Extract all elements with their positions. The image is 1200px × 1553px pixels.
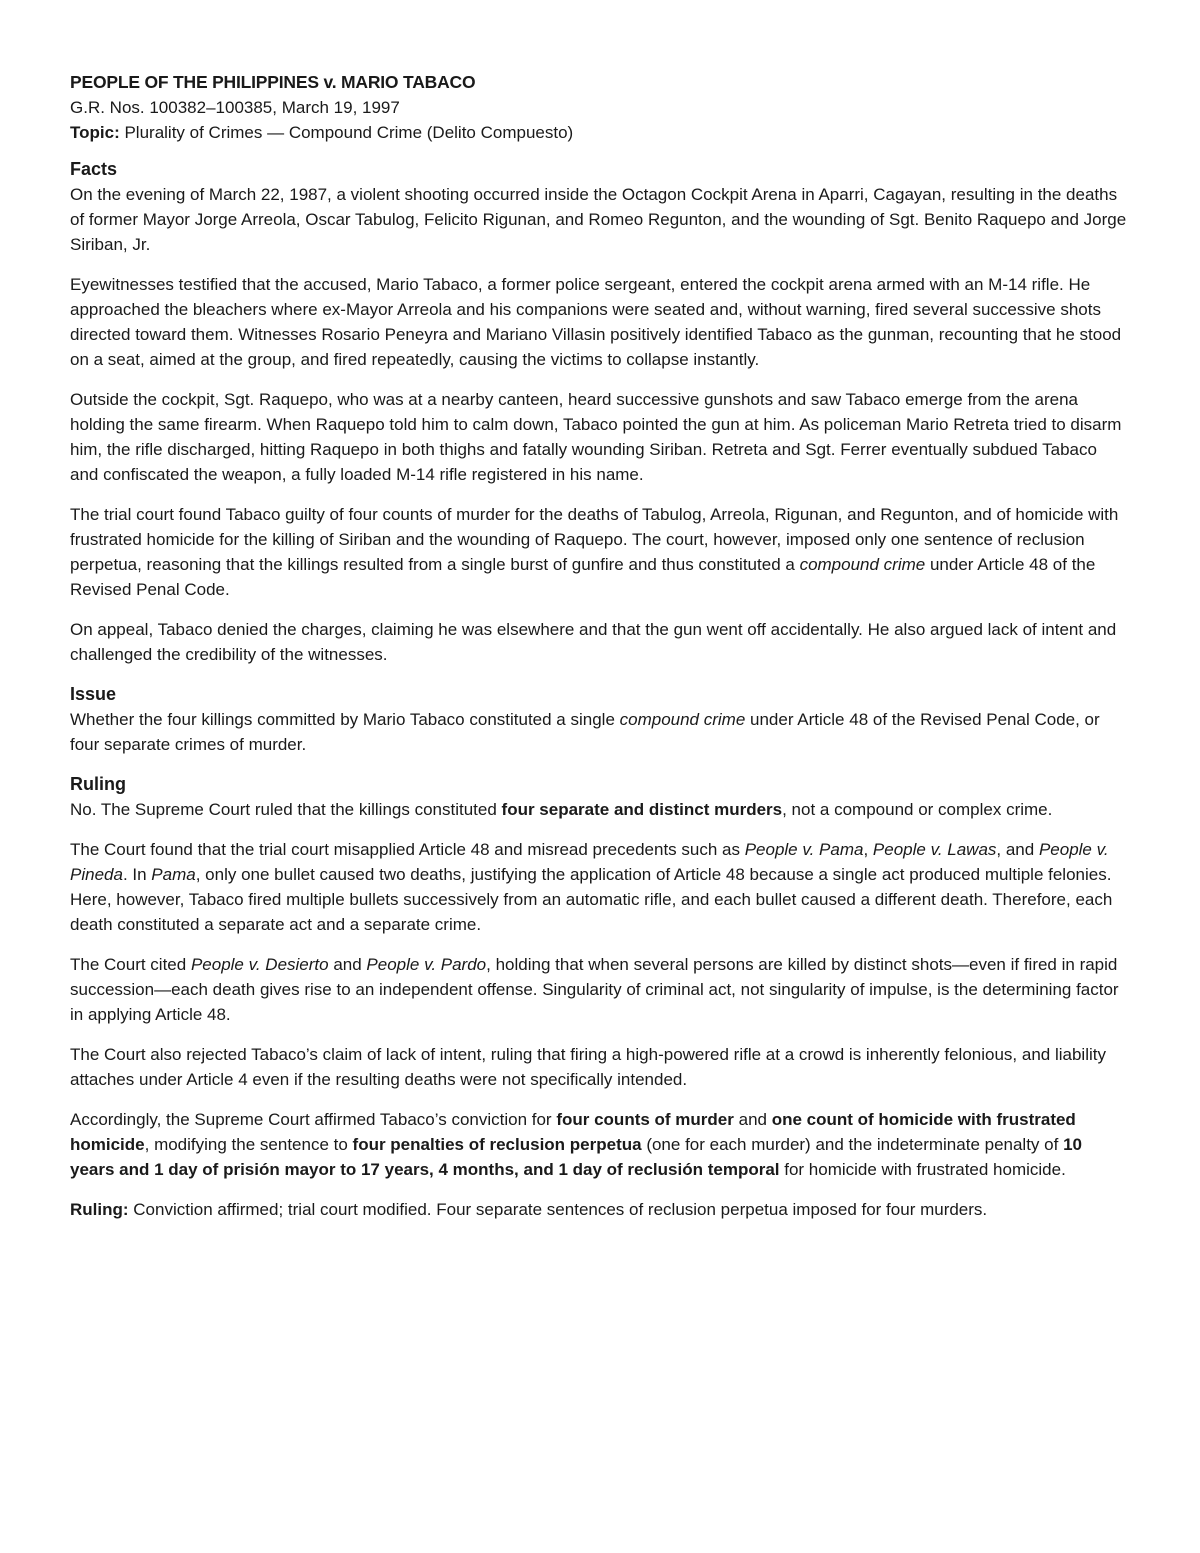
- case-number: G.R. Nos. 100382–100385, March 19, 1997: [70, 98, 400, 117]
- facts-paragraph-3: Outside the cockpit, Sgt. Raquepo, who was at a nearby canteen, heard successive gunshots and saw Tabaco emerge from the arena holding the same firearm. When Raquepo told him to calm down, Tabaco pointed the gun at him. As policeman Mario Retreta tried to disarm him, the rifle discharged, hitting Raquepo in both thighs and fatally wounding Siriban. Retreta and Sgt. Ferrer eventually subdued Tabaco and confiscated the weapon, a fully loaded M-14 rifle registered in his name.: [70, 390, 1122, 484]
- emphasis-bold: 10 years and 1 day of prisión mayor to 17 years, 4 months, and 1 day of reclusión temporal: [70, 1135, 1082, 1179]
- facts-paragraph-2: Eyewitnesses testified that the accused, Mario Tabaco, a former police sergeant, entered the cockpit arena armed with an M-14 rifle. He approached the bleachers where ex-Mayor Arreola and his companions were seated and, without warning, fired several successive shots directed toward them. Witnesses Rosario Peneyra and Mariano Villasin positively identified Tabaco as the gunman, recounting that he stood on a seat, aimed at the group, and fired repeatedly, causing the victims to collapse instantly.: [70, 275, 1122, 369]
- ruling-summary-label: Ruling:: [70, 1200, 129, 1219]
- issue-heading: Issue: [70, 684, 117, 704]
- case-citation: People v. Desierto: [190, 955, 329, 974]
- case-title: PEOPLE OF THE PHILIPPINES v. MARIO TABACO: [70, 72, 476, 92]
- ruling-summary: Ruling: Conviction affirmed; trial court modified. Four separate sentences of reclusion perpetua imposed for four murders.: [70, 1200, 988, 1219]
- document-page: [70, 70, 1130, 1237]
- ruling-paragraph-3: The Court cited People v. Desierto and People v. Pardo, holding that when several persons are killed by distinct shots—even if fired in rapid succession—each death gives rise to an independent offense. Singularity of criminal act, not singularity of impulse, is the determining factor in applying Article 48.: [70, 955, 1119, 1024]
- case-citation: People v. Pama: [744, 840, 864, 859]
- ruling-paragraph-1: No. The Supreme Court ruled that the killings constituted four separate and distinct murders, not a compound or complex crime.: [70, 800, 1053, 819]
- emphasis-bold: one count of homicide with frustrated homicide: [70, 1110, 1076, 1154]
- emphasis-bold: four penalties of reclusion perpetua: [352, 1135, 642, 1154]
- ruling-heading: Ruling: [70, 774, 126, 794]
- facts-paragraph-1: On the evening of March 22, 1987, a violent shooting occurred inside the Octagon Cockpit Arena in Aparri, Cagayan, resulting in the deaths of former Mayor Jorge Arreola, Oscar Tabulog, Felicito Rigunan, and Romeo Regunton, and the wounding of Sgt. Benito Raquepo and Jorge Siriban, Jr.: [70, 185, 1127, 254]
- case-citation: People v. Pineda: [70, 840, 1109, 884]
- case-citation: People v. Lawas: [872, 840, 997, 859]
- facts-heading: Facts: [70, 159, 118, 179]
- issue-paragraph: Whether the four killings committed by Mario Tabaco constituted a single compound crime under Article 48 of the Revised Penal Code, or four separate crimes of murder.: [70, 710, 1100, 754]
- emphasis-compound-crime: compound crime: [799, 555, 926, 574]
- ruling-paragraph-2: The Court found that the trial court misapplied Article 48 and misread precedents such as People v. Pama, People v. Lawas, and People v. Pineda. In Pama, only one bullet caused two deaths, justifying the application of Article 48 because a single act produced multiple felonies. Here, however, Tabaco fired multiple bullets successively from an automatic rifle, and each bullet caused a different death. Therefore, each death constituted a separate act and a separate crime.: [70, 840, 1113, 934]
- ruling-paragraph-4: The Court also rejected Tabaco’s claim of lack of intent, ruling that firing a high-powered rifle at a crowd is inherently felonious, and liability attaches under Article 4 even if the resulting deaths were not specifically intended.: [70, 1045, 1106, 1089]
- ruling-paragraph-5: Accordingly, the Supreme Court affirmed Tabaco’s conviction for four counts of murder and one count of homicide with frustrated homicide, modifying the sentence to four penalties of reclusion perpetua (one for each murder) and the indeterminate penalty of 10 years and 1 day of prisión mayor to 17 years, 4 months, and 1 day of reclusión temporal for homicide with frustrated homicide.: [70, 1110, 1082, 1179]
- topic-value: Plurality of Crimes — Compound Crime (Delito Compuesto): [119, 123, 574, 142]
- emphasis-compound-crime: compound crime: [619, 710, 746, 729]
- case-citation: Pama: [151, 865, 196, 884]
- topic-label: Topic:: [70, 123, 120, 142]
- facts-paragraph-4: The trial court found Tabaco guilty of four counts of murder for the deaths of Tabulog, Arreola, Rigunan, and Regunton, and of homicide with frustrated homicide for the killing of Siriban and the wounding of Raquepo. The court, however, imposed only one sentence of reclusion perpetua, reasoning that the killings resulted from a single burst of gunfire and thus constituted a compound crime under Article 48 of the Revised Penal Code.: [70, 505, 1119, 599]
- case-citation: People v. Pardo: [366, 955, 487, 974]
- emphasis-four-murders: four separate and distinct murders: [501, 800, 783, 819]
- case-topic: [70, 120, 1130, 145]
- facts-paragraph-5: On appeal, Tabaco denied the charges, claiming he was elsewhere and that the gun went off accidentally. He also argued lack of intent and challenged the credibility of the witnesses.: [70, 620, 1117, 664]
- emphasis-bold: four counts of murder: [556, 1110, 734, 1129]
